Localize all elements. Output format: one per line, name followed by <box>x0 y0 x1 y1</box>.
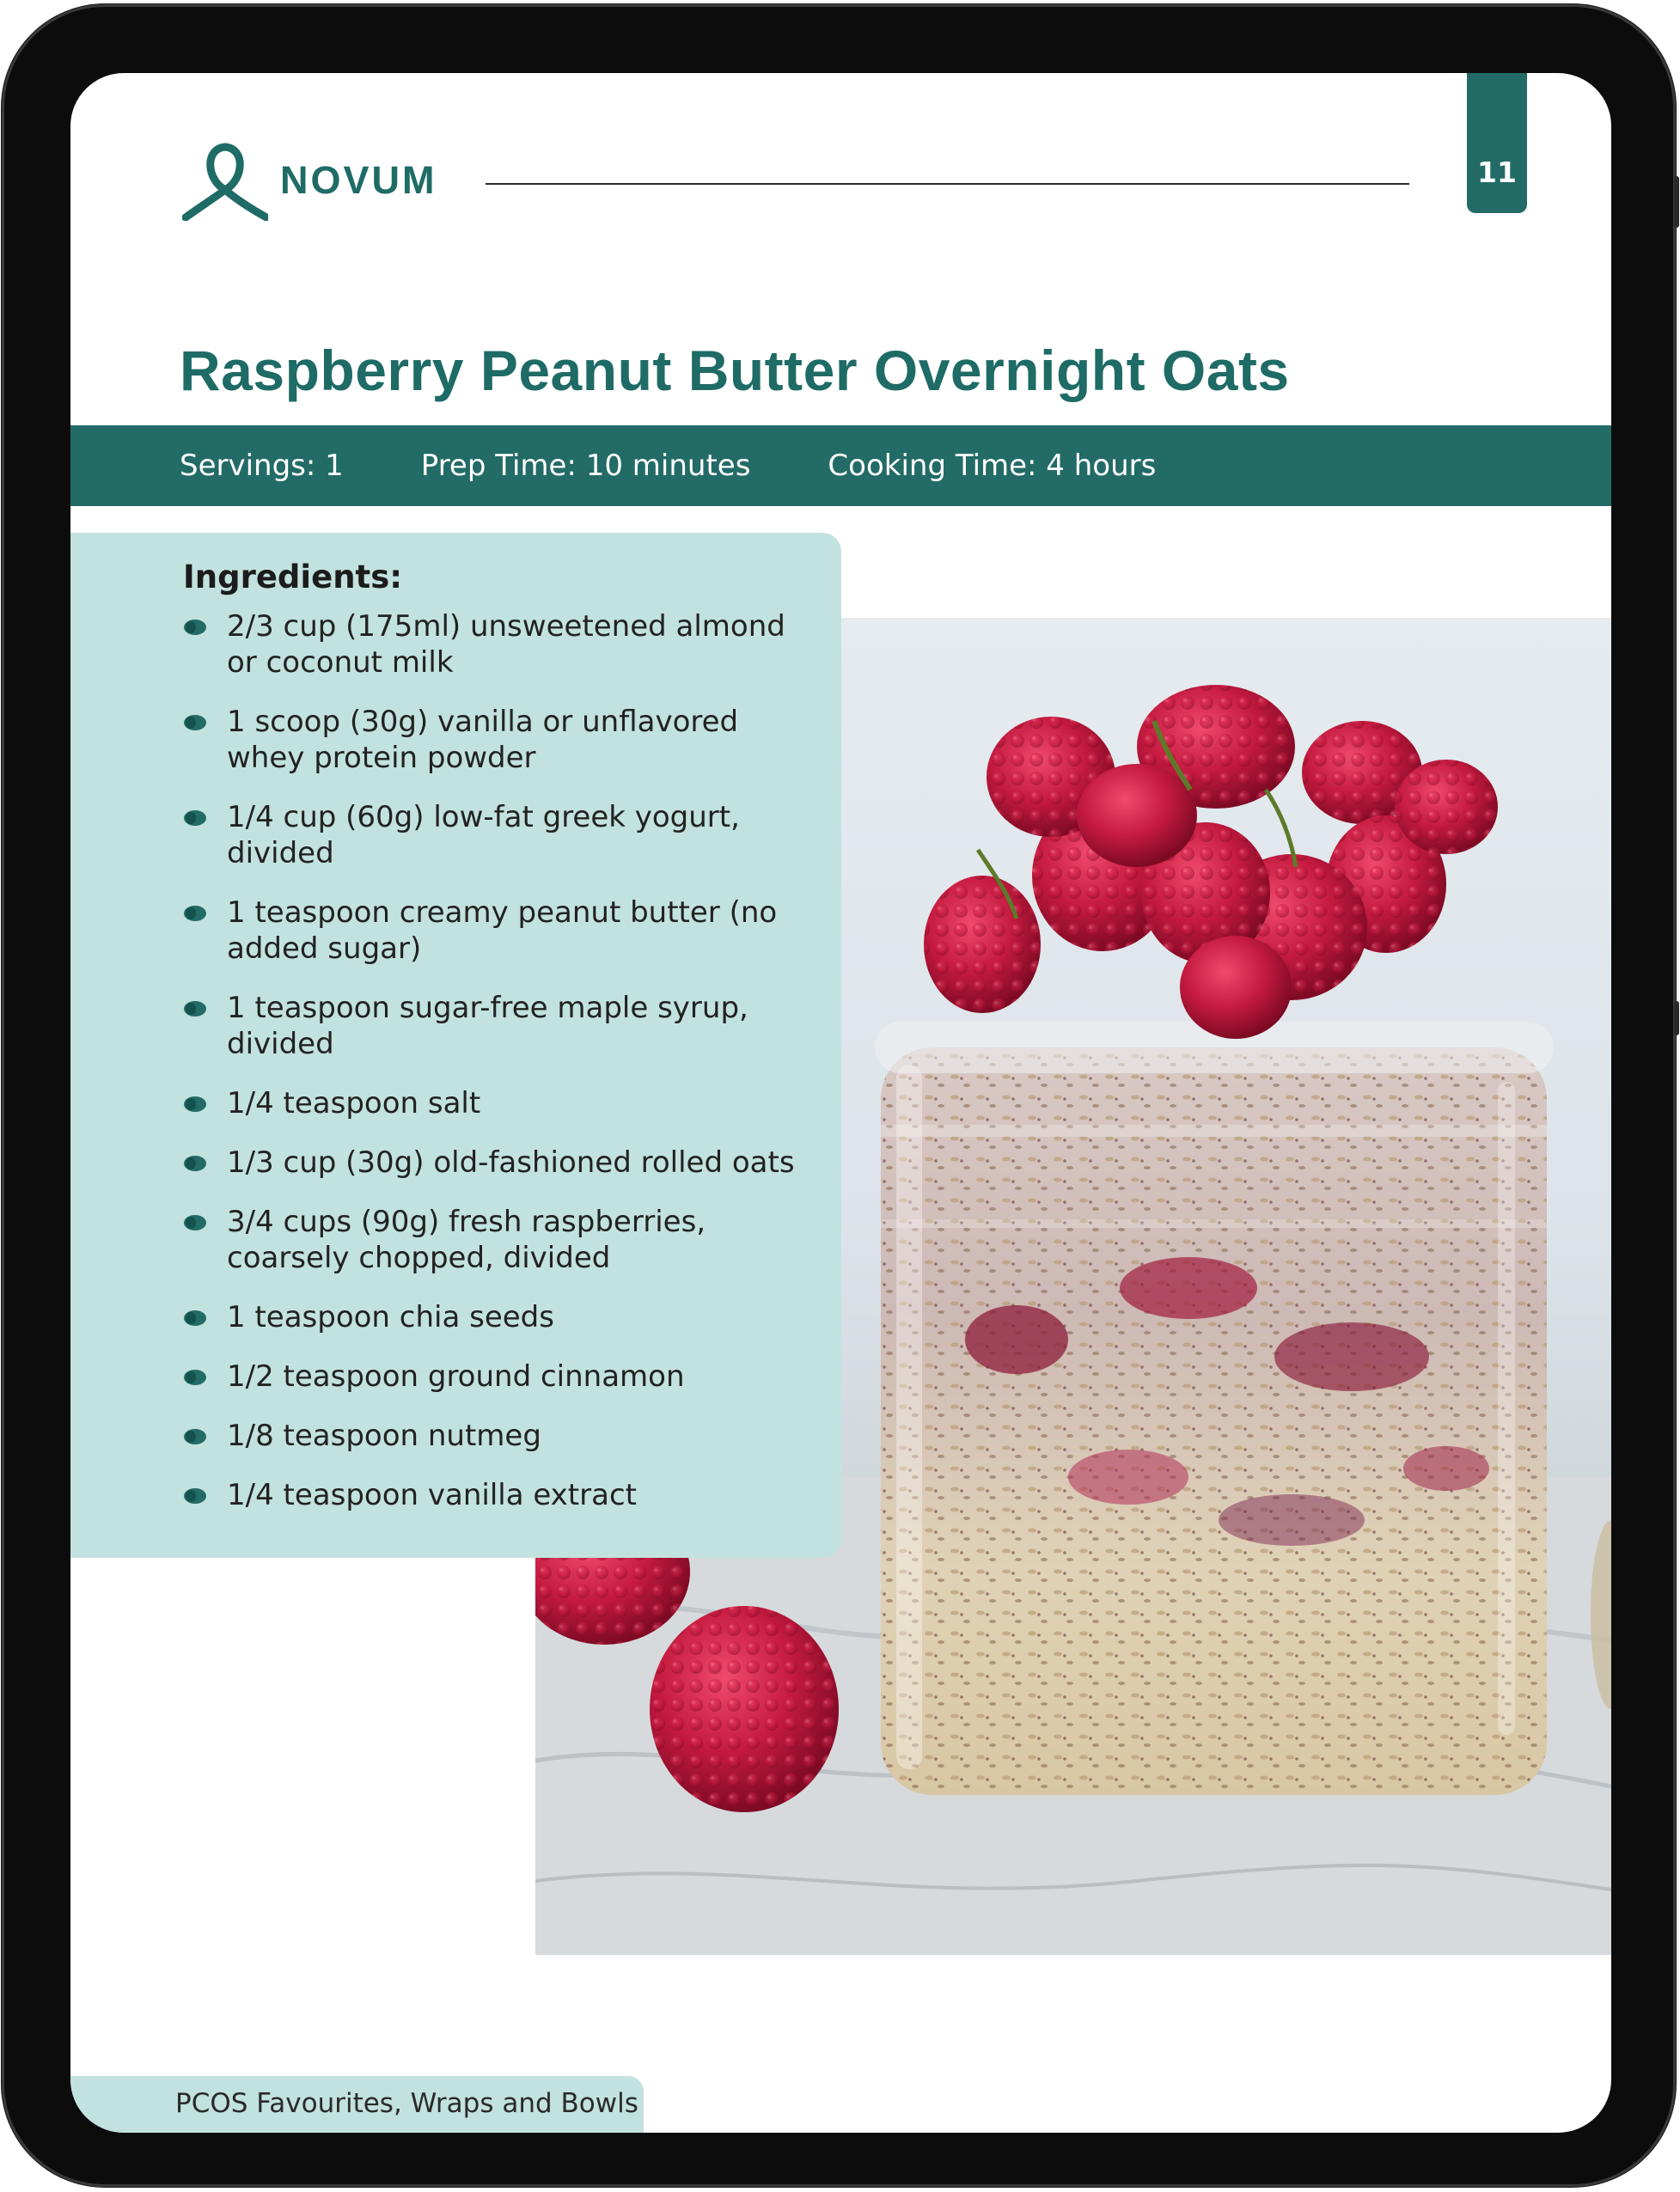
leaf-bullet-icon <box>182 1309 208 1328</box>
ingredient-text: 1/3 cup (30g) old-fashioned rolled oats <box>227 1145 795 1180</box>
brand-name: NOVUM <box>280 158 437 202</box>
ingredients-panel <box>70 533 841 1558</box>
novum-logo <box>182 135 437 221</box>
header-divider <box>486 183 1409 185</box>
leaf-bullet-icon <box>182 904 208 923</box>
ingredient-text: 1/4 teaspoon salt <box>227 1086 481 1120</box>
ingredient-text: 1 teaspoon sugar-free maple syrup, divided <box>227 991 748 1061</box>
ingredient-text: 2/3 cup (175ml) unsweetened almond or coconut milk <box>227 609 785 680</box>
ingredient-text: 3/4 cups (90g) fresh raspberries, coarsely chopped, divided <box>227 1205 706 1275</box>
leaf-bullet-icon <box>182 1213 208 1232</box>
ribbon-logo-icon <box>182 135 268 221</box>
ingredient-text: 1 teaspoon creamy peanut butter (no added sugar) <box>227 895 778 966</box>
leaf-bullet-icon <box>182 618 208 637</box>
list-item <box>182 1477 818 1513</box>
leaf-bullet-icon <box>182 809 208 827</box>
page-number: 11 <box>1477 156 1517 189</box>
ingredient-text: 1/4 cup (60g) low-fat greek yogurt, divided <box>227 800 740 870</box>
section-name: PCOS Favourites, Wraps and Bowls <box>175 2088 638 2119</box>
list-item <box>182 1145 818 1181</box>
list-item <box>182 895 818 967</box>
list-item <box>182 608 818 681</box>
leaf-bullet-icon <box>182 1368 208 1387</box>
ingredient-text: 1/8 teaspoon nutmeg <box>227 1419 541 1453</box>
tablet-frame <box>2 4 1676 2187</box>
side-button <box>1674 176 1679 228</box>
prep-time-label: Prep Time: 10 minutes <box>420 449 751 483</box>
ingredient-text: 1 scoop (30g) vanilla or unflavored whey protein powder <box>227 705 739 775</box>
list-item <box>182 1204 818 1276</box>
page-number-tab <box>1467 73 1527 213</box>
leaf-bullet-icon <box>182 1154 208 1173</box>
ingredient-text: 1/2 teaspoon ground cinnamon <box>227 1359 685 1394</box>
list-item <box>182 799 818 871</box>
leaf-bullet-icon <box>182 999 208 1018</box>
ingredient-text: 1/4 teaspoon vanilla extract <box>227 1478 637 1512</box>
list-item <box>182 1299 818 1335</box>
list-item <box>182 704 818 776</box>
leaf-bullet-icon <box>182 1095 208 1114</box>
ingredient-list <box>182 608 818 1536</box>
cooking-time-label: Cooking Time: 4 hours <box>828 449 1157 483</box>
ingredients-heading: Ingredients: <box>183 559 403 595</box>
list-item <box>182 1359 818 1395</box>
list-item <box>182 1085 818 1121</box>
section-footer-tab <box>70 2076 644 2133</box>
recipe-meta-bar <box>70 425 1611 506</box>
leaf-bullet-icon <box>182 713 208 732</box>
servings-label: Servings: 1 <box>180 449 344 483</box>
recipe-page <box>70 73 1611 2133</box>
ingredient-text: 1 teaspoon chia seeds <box>227 1300 554 1334</box>
leaf-bullet-icon <box>182 1487 208 1505</box>
list-item <box>182 1418 818 1454</box>
recipe-title: Raspberry Peanut Butter Overnight Oats <box>180 339 1290 402</box>
leaf-bullet-icon <box>182 1427 208 1446</box>
side-button <box>1674 1001 1679 1035</box>
list-item <box>182 990 818 1062</box>
